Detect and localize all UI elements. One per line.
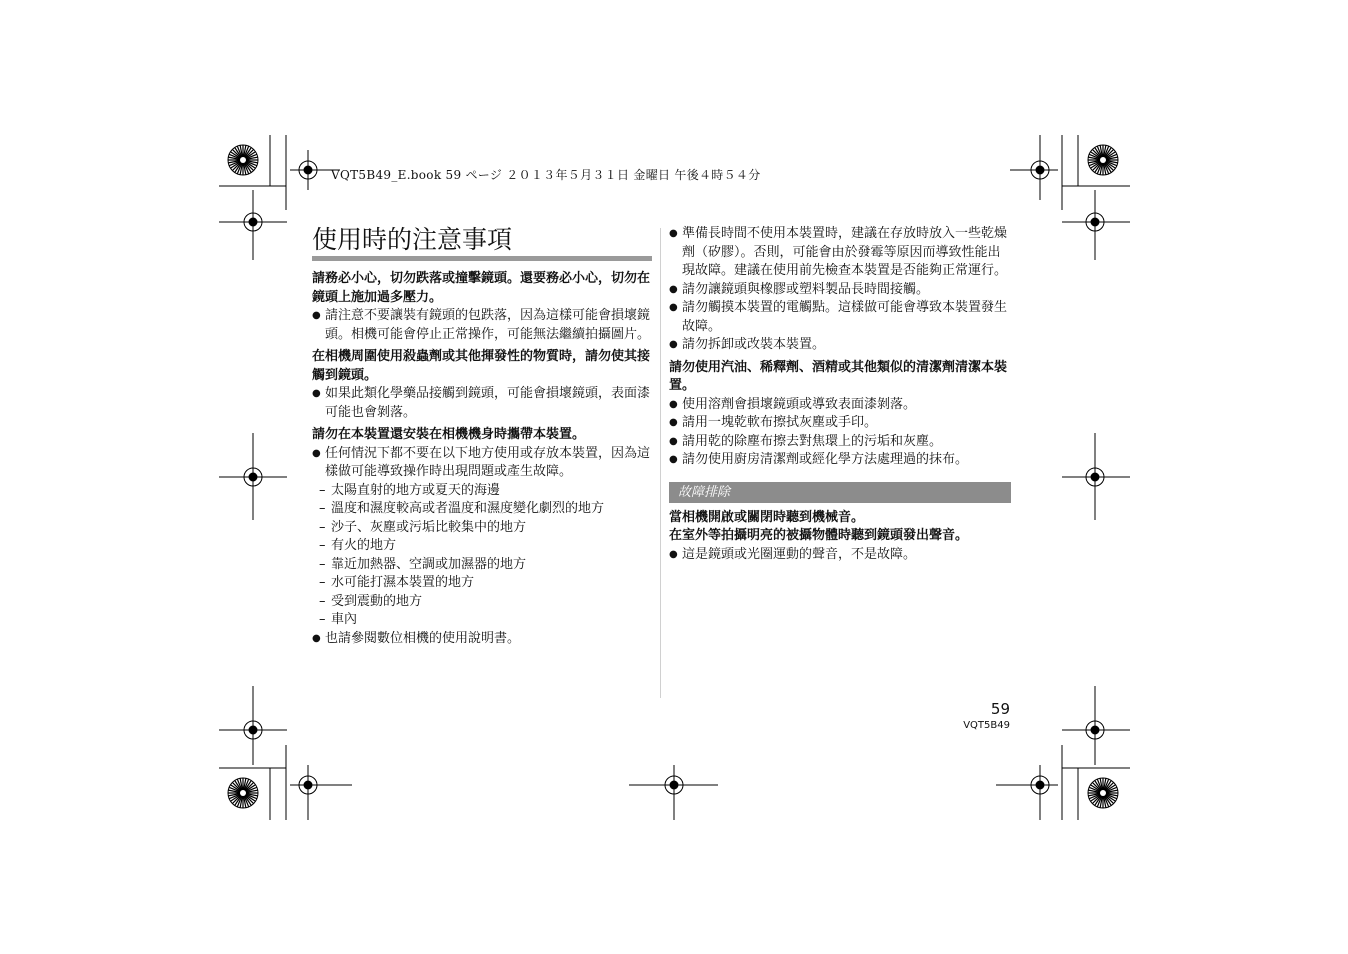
bullet-item: ● 請勿讓鏡頭與橡膠或塑料製品長時間接觸。 [669, 281, 1011, 300]
heading-drop-warning: 請務必小心，切勿跌落或撞擊鏡頭。還要務必小心，切勿在鏡頭上施加過多壓力。 [312, 271, 651, 305]
dash-item: – 有火的地方 [312, 537, 652, 556]
dash-item: – 靠近加熱器、空調或加濕器的地方 [312, 556, 652, 575]
model-number: VQT5B49 [963, 720, 1010, 731]
bullet-item: ● 請用乾的除塵布擦去對焦環上的污垢和灰塵。 [669, 433, 1011, 452]
bullet-item: ● 如果此類化學藥品接觸到鏡頭，可能會損壞鏡頭，表面漆可能也會剝落。 [312, 385, 652, 422]
dash-item: – 受到震動的地方 [312, 593, 652, 612]
bullet-item: ● 也請參閱數位相機的使用說明書。 [312, 630, 652, 649]
page-number: 59 [990, 700, 1010, 718]
dash-item: – 沙子、灰塵或污垢比較集中的地方 [312, 519, 652, 538]
bullet-item: ● 使用溶劑會損壞鏡頭或導致表面漆剝落。 [669, 396, 1011, 415]
bullet-item: ● 請用一塊乾軟布擦拭灰塵或手印。 [669, 414, 1011, 433]
bullet-item: ● 準備長時間不使用本裝置時，建議在存放時放入一些乾燥劑（矽膠）。否則，可能會由於發霉等原因而導致性能出現故障。建議在使用前先檢查本裝置是否能夠正常運行。 [669, 225, 1011, 281]
page-title: 使用時的注意事項 [312, 225, 513, 254]
dash-item: – 太陽直射的地方或夏天的海邊 [312, 482, 652, 501]
bullet-item: ● 請勿拆卸或改裝本裝置。 [669, 336, 1011, 355]
heading-insecticide: 在相機周圍使用殺蟲劑或其他揮發性的物質時，請勿使其接觸到鏡頭。 [312, 349, 651, 383]
bullet-item: ● 請注意不要讓裝有鏡頭的包跌落，因為這樣可能會損壞鏡頭。相機可能會停止正常操作，可能無法繼續拍攝圖片。 [312, 307, 652, 344]
section-header-troubleshooting: 故障排除 [669, 482, 1011, 503]
right-column [669, 225, 1011, 564]
bullet-item: ● 這是鏡頭或光圈運動的聲音，不是故障。 [669, 546, 1011, 565]
heading-carry: 請勿在本裝置還安裝在相機機身時攜帶本裝置。 [312, 427, 586, 442]
heading-mechanical-sound: 當相機開啟或關閉時聽到機械音。 [669, 509, 865, 525]
heading-lens-sound: 在室外等拍攝明亮的被攝物體時聽到鏡頭發出聲音。 [669, 528, 969, 543]
column-divider [660, 228, 661, 698]
dash-item: – 車內 [312, 611, 652, 630]
left-column [312, 270, 652, 648]
dash-item: – 水可能打濕本裝置的地方 [312, 574, 652, 593]
title-rule [312, 256, 652, 261]
bullet-item: ● 請勿使用廚房清潔劑或經化學方法處理過的抹布。 [669, 451, 1011, 470]
dash-item: – 溫度和濕度較高或者溫度和濕度變化劇烈的地方 [312, 500, 652, 519]
print-header: VQT5B49_E.book 59 ページ ２０１３年５月３１日 金曜日 午後４時５４分 [331, 168, 761, 182]
bullet-item: ● 任何情況下都不要在以下地方使用或存放本裝置，因為這樣做可能導致操作時出現問題或產生故障。 [312, 445, 652, 482]
bullet-item: ● 請勿觸摸本裝置的電觸點。這樣做可能會導致本裝置發生故障。 [669, 299, 1011, 336]
heading-cleaning: 請勿使用汽油、稀釋劑、酒精或其他類似的清潔劑清潔本裝置。 [669, 359, 1008, 393]
